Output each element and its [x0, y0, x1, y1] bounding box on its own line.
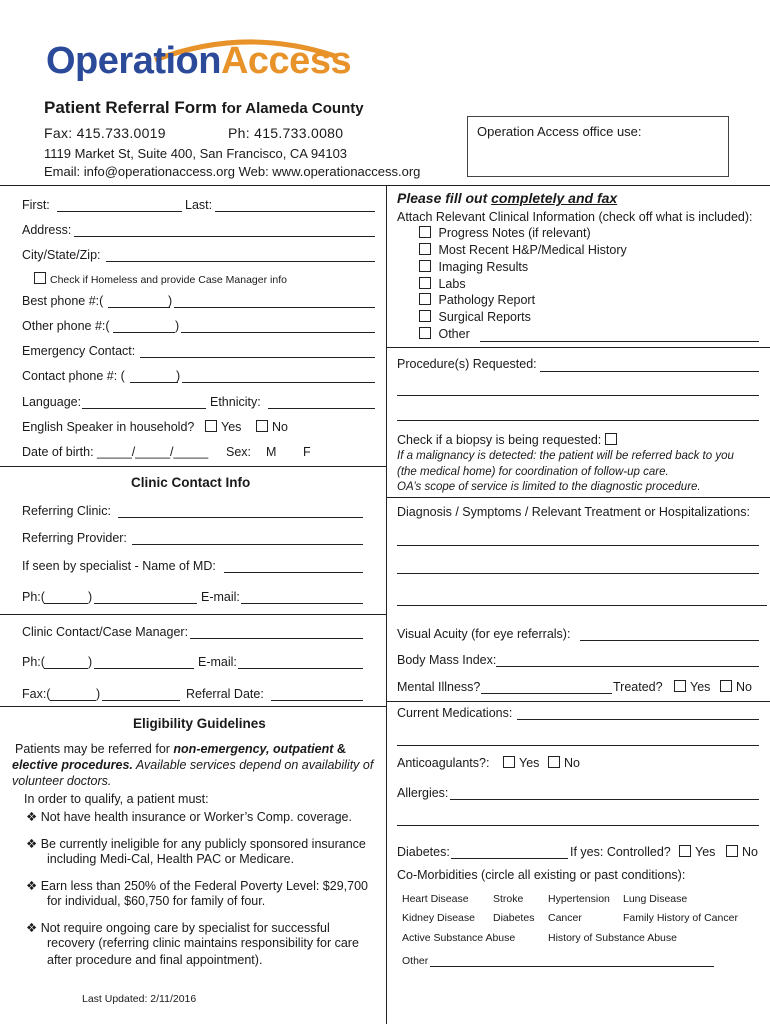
controlled-yes-checkbox[interactable] [679, 845, 691, 857]
hp-checkbox[interactable] [419, 243, 431, 255]
cond-kidney[interactable]: Kidney Disease [402, 912, 475, 924]
treated-no-checkbox[interactable] [720, 680, 732, 692]
fill-instruction [397, 190, 617, 206]
biopsy-label [397, 433, 621, 447]
city-label: City/State/Zip: [22, 248, 101, 262]
meds-field-2[interactable] [397, 745, 759, 746]
surgical-label: Surgical Reports [438, 310, 531, 324]
language-label: Language: [22, 395, 82, 409]
column-divider [386, 185, 387, 1024]
fax-field[interactable] [102, 700, 180, 701]
other-phone-label: Other phone #:( [22, 319, 110, 333]
bmi-label: Body Mass Index: [397, 653, 497, 667]
item-surgical[interactable] [419, 310, 531, 324]
bullet-1 [26, 809, 352, 824]
ph-area-1[interactable] [44, 603, 88, 604]
logo-operation: Operation [46, 40, 221, 82]
pathology-label: Pathology Report [438, 293, 536, 307]
ethnicity-field[interactable] [268, 408, 375, 409]
referral-date-field[interactable] [271, 700, 363, 701]
pathology-checkbox[interactable] [419, 293, 431, 305]
fax-area[interactable] [50, 700, 96, 701]
english-label: English Speaker in household? [22, 420, 195, 434]
fax-label: Fax:( [22, 687, 51, 701]
office-use-label: Operation Access office use: [477, 124, 642, 139]
email-field-1[interactable] [241, 603, 363, 604]
ph-paren-2: ) [88, 655, 93, 669]
referring-provider-field[interactable] [132, 544, 363, 545]
ph-label-1: Ph:( [22, 590, 45, 604]
anticoag-yes-label: Yes [519, 756, 540, 770]
cond-stroke[interactable]: Stroke [493, 893, 524, 905]
treated-yes-label: Yes [690, 680, 711, 694]
progress-checkbox[interactable] [419, 226, 431, 238]
item-progress[interactable] [419, 226, 591, 240]
cond-other-field[interactable] [430, 966, 714, 967]
form-title [44, 98, 364, 118]
right-divider-1 [387, 347, 770, 348]
elig-1a: Patients may be referred for [15, 742, 174, 756]
english-yes[interactable] [205, 420, 241, 434]
comorbidities-label: Co-Morbidities (circle all existing or past conditions): [397, 868, 686, 882]
item-pathology[interactable] [419, 293, 535, 307]
item-other[interactable] [419, 327, 470, 341]
bullet-4-cont-2: after procedure and final appointment). [47, 953, 263, 967]
biopsy-checkbox[interactable] [605, 433, 617, 445]
cond-active-abuse[interactable]: Active Substance Abuse [402, 932, 516, 944]
progress-label: Progress Notes (if relevant) [438, 226, 591, 240]
other-phone-area[interactable] [113, 332, 175, 333]
controlled-no-label: No [742, 845, 758, 859]
treated-yes[interactable] [674, 680, 710, 694]
bullet-icon: ❖ [26, 837, 41, 851]
qualify-text: In order to qualify, a patient must: [24, 792, 209, 806]
treated-yes-checkbox[interactable] [674, 680, 686, 692]
procedure-field-2[interactable] [397, 395, 759, 396]
meds-field-1[interactable] [517, 719, 759, 720]
bullet-4-text: Not require ongoing care by specialist for successful [40, 921, 330, 935]
item-labs[interactable] [419, 277, 466, 291]
controlled-label: If yes: Controlled? [570, 845, 671, 859]
bullet-3-cont: for individual, $60,750 for family of four. [47, 894, 266, 908]
bullet-2-cont: including Medi-Cal, Health PAC or Medicare. [47, 852, 295, 866]
email-web: Email: info@operationaccess.org Web: www.operationaccess.org [44, 164, 421, 179]
header-divider [0, 185, 770, 186]
first-name-label: First: [22, 198, 50, 212]
treated-no[interactable] [720, 680, 752, 694]
fax-number: Fax: 415.733.0019 [44, 125, 166, 141]
first-name-field[interactable] [57, 211, 182, 212]
cond-family-cancer[interactable]: Family History of Cancer [623, 912, 738, 924]
treated-no-label: No [736, 680, 752, 694]
item-imaging[interactable] [419, 260, 528, 274]
diabetes-field[interactable] [451, 858, 568, 859]
referral-date-label: Referral Date: [186, 687, 264, 701]
eligibility-heading: Eligibility Guidelines [133, 716, 266, 731]
attach-label: Attach Relevant Clinical Information (check off what is included): [397, 210, 753, 224]
diagnosis-field-3[interactable] [397, 605, 767, 606]
elig-2a: elective procedures. [12, 758, 133, 772]
allergies-field-2[interactable] [397, 825, 759, 826]
emergency-label: Emergency Contact: [22, 344, 136, 358]
malignancy-1: If a malignancy is detected: the patient will be referred back to you [397, 450, 734, 462]
anticoag-yes[interactable] [503, 756, 539, 770]
office-use-box[interactable] [467, 116, 729, 177]
homeless-label: Check if Homeless and provide Case Manager info [50, 274, 287, 286]
english-no-checkbox[interactable] [256, 420, 268, 432]
specialist-label: If seen by specialist - Name of MD: [22, 559, 216, 573]
other-field[interactable] [480, 341, 759, 342]
bullet-1-text: Not have health insurance or Worker’s Comp. coverage. [40, 810, 352, 824]
contact-phone-area[interactable] [130, 382, 178, 383]
clinic-contact-field[interactable] [190, 638, 363, 639]
title-sub: for Alameda County [221, 100, 364, 117]
bullet-icon: ❖ [26, 921, 41, 935]
allergies-field-1[interactable] [450, 799, 759, 800]
surgical-checkbox[interactable] [419, 310, 431, 322]
english-no[interactable] [256, 420, 288, 434]
city-field[interactable] [106, 261, 375, 262]
clinic-contact-label: Clinic Contact/Case Manager: [22, 625, 189, 639]
right-divider-3 [387, 701, 770, 702]
cond-diabetes[interactable]: Diabetes [493, 912, 535, 924]
item-hp[interactable] [419, 243, 627, 257]
ph-area-2[interactable] [44, 668, 88, 669]
referring-clinic-field[interactable] [118, 517, 363, 518]
specialist-field[interactable] [224, 572, 363, 573]
ph-label-2: Ph:( [22, 655, 45, 669]
controlled-yes-label: Yes [695, 845, 716, 859]
elig-1b: non-emergency, outpatient [173, 742, 334, 756]
hp-label: Most Recent H&P/Medical History [438, 243, 627, 257]
mental-label: Mental Illness? [397, 680, 481, 694]
ethnicity-label: Ethnicity: [210, 395, 261, 409]
elig-1c: & [333, 742, 346, 756]
contact-phone-paren: ) [176, 369, 181, 383]
fill-b: completely and fax [491, 190, 618, 206]
bullet-3 [26, 878, 368, 893]
cond-cancer[interactable]: Cancer [548, 912, 582, 924]
contact-phone-field[interactable] [182, 382, 375, 383]
sex-label: Sex: [226, 445, 252, 459]
bullet-3-text: Earn less than 250% of the Federal Poverty Level: $29,700 [40, 879, 368, 893]
best-phone-area[interactable] [108, 307, 170, 308]
meds-label: Current Medications: [397, 706, 513, 720]
fill-a: Please fill out [397, 190, 492, 206]
title-main: Patient Referral Form [44, 98, 217, 117]
allergies-label: Allergies: [397, 786, 449, 800]
anticoag-no-label: No [564, 756, 580, 770]
last-updated: Last Updated: 2/11/2016 [82, 993, 197, 1005]
eligibility-line-1 [15, 742, 346, 756]
english-yes-checkbox[interactable] [205, 420, 217, 432]
mental-field[interactable] [481, 693, 612, 694]
language-field[interactable] [82, 408, 206, 409]
cond-hypertension[interactable]: Hypertension [548, 893, 610, 905]
anticoag-yes-checkbox[interactable] [503, 756, 515, 768]
diagnosis-label: Diagnosis / Symptoms / Relevant Treatment or Hospitalizations: [397, 505, 750, 519]
biopsy-text: Check if a biopsy is being requested: [397, 433, 602, 447]
operation-access-logo [46, 40, 351, 83]
left-divider-1 [0, 466, 386, 467]
address-field[interactable] [74, 236, 375, 237]
bullet-icon: ❖ [26, 879, 41, 893]
elig-2b: Available services depend on availability of [132, 758, 374, 772]
diagnosis-field-1[interactable] [397, 545, 759, 546]
bullet-4-cont-1: recovery (referring clinic maintains responsibility for care [47, 936, 359, 950]
malignancy-2: (the medical home) for coordination of follow-up care. [397, 466, 669, 478]
other-checkbox[interactable] [419, 327, 431, 339]
ph-paren-1: ) [88, 590, 93, 604]
left-divider-3 [0, 706, 386, 707]
other-label: Other [438, 327, 470, 341]
email-label-1: E-mail: [201, 590, 240, 604]
last-name-label: Last: [185, 198, 213, 212]
cond-heart[interactable]: Heart Disease [402, 893, 469, 905]
sex-m[interactable]: M [266, 445, 277, 459]
english-no-label: No [272, 420, 288, 434]
bullet-icon: ❖ [26, 810, 41, 824]
last-name-field[interactable] [215, 211, 375, 212]
procedure-field-3[interactable] [397, 420, 759, 421]
contact-phone-label: Contact phone #: ( [22, 369, 125, 383]
ph-field-1[interactable] [94, 603, 197, 604]
visual-label: Visual Acuity (for eye referrals): [397, 627, 571, 641]
bullet-4 [26, 920, 330, 935]
best-phone-label: Best phone #:( [22, 294, 104, 308]
english-yes-label: Yes [221, 420, 242, 434]
bullet-2-text: Be currently ineligible for any publicly sponsored insurance [40, 837, 366, 851]
procedure-field-1[interactable] [540, 371, 759, 372]
clinic-contact-heading: Clinic Contact Info [131, 475, 251, 490]
malignancy-3: OA’s scope of service is limited to the diagnostic procedure. [397, 481, 701, 493]
bmi-field[interactable] [496, 666, 759, 667]
ph-field-2[interactable] [94, 668, 194, 669]
email-field-2[interactable] [238, 668, 363, 669]
phone-number: Ph: 415.733.0080 [228, 125, 344, 141]
anticoag-no-checkbox[interactable] [548, 756, 560, 768]
procedure-label: Procedure(s) Requested: [397, 357, 537, 371]
best-phone-field[interactable] [174, 307, 375, 308]
other-phone-paren: ) [175, 319, 180, 333]
left-divider-2 [0, 614, 386, 615]
anticoag-label: Anticoagulants?: [397, 756, 490, 770]
cond-history-abuse[interactable]: History of Substance Abuse [548, 932, 677, 944]
bullet-2 [26, 836, 366, 851]
diabetes-label: Diabetes: [397, 845, 450, 859]
fax-paren: ) [96, 687, 101, 701]
visual-field[interactable] [580, 640, 759, 641]
homeless-checkbox[interactable] [34, 272, 46, 284]
labs-checkbox[interactable] [419, 277, 431, 289]
homeless-check[interactable] [34, 272, 287, 286]
referring-provider-label: Referring Provider: [22, 531, 127, 545]
logo-access: Access [220, 40, 352, 82]
referring-clinic-label: Referring Clinic: [22, 504, 111, 518]
controlled-no[interactable] [726, 845, 758, 859]
cond-lung[interactable]: Lung Disease [623, 893, 688, 905]
anticoag-no[interactable] [548, 756, 580, 770]
cond-other-label: Other [402, 955, 429, 967]
email-label-2: E-mail: [198, 655, 237, 669]
eligibility-line-2 [12, 758, 373, 772]
imaging-checkbox[interactable] [419, 260, 431, 272]
controlled-no-checkbox[interactable] [726, 845, 738, 857]
office-address: 1119 Market St, Suite 400, San Francisco, CA 94103 [44, 146, 348, 161]
right-divider-2 [387, 497, 770, 498]
best-phone-paren: ) [168, 294, 173, 308]
labs-label: Labs [438, 277, 466, 291]
diagnosis-field-2[interactable] [397, 573, 759, 574]
controlled-yes[interactable] [679, 845, 715, 859]
dob-label[interactable]: Date of birth: _____/_____/_____ [22, 445, 209, 459]
sex-f[interactable]: F [303, 445, 311, 459]
address-label: Address: [22, 223, 72, 237]
imaging-label: Imaging Results [438, 260, 529, 274]
other-phone-field[interactable] [181, 332, 375, 333]
eligibility-line-3: volunteer doctors. [12, 774, 112, 788]
treated-label: Treated? [613, 680, 663, 694]
emergency-field[interactable] [140, 357, 375, 358]
